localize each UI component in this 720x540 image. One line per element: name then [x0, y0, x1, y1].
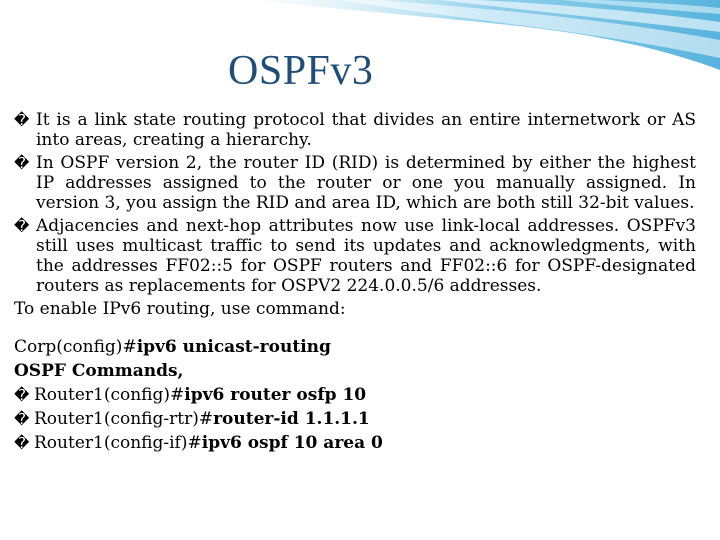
command-text: router-id 1.1.1.1	[213, 409, 370, 429]
command-item-2	[14, 409, 696, 429]
bullet-icon: �	[14, 111, 30, 129]
enable-ipv6-line: To enable IPv6 routing, use command:	[14, 299, 346, 319]
slide-body	[14, 110, 696, 457]
slide-title: OSPFv3	[228, 48, 374, 94]
command-text: ipv6 unicast-routing	[136, 337, 331, 357]
command-item-3	[14, 433, 696, 453]
paragraph-text: In OSPF version 2, the router ID (RID) is determined by either the highest IP addresses assigned to the router or one you manually assigned. In version 3, you assign the RID and area ID, which are both still 32-bit values.	[36, 153, 696, 213]
command-item-1	[14, 385, 696, 405]
ospf-commands-heading: OSPF Commands,	[14, 361, 184, 381]
bullet-paragraph-1	[14, 110, 696, 150]
bullet-icon: �	[14, 154, 30, 172]
command-prompt: Router1(config-rtr)#	[34, 409, 214, 429]
command-text: ipv6 ospf 10 area 0	[201, 433, 383, 453]
unicast-routing-command	[14, 337, 696, 357]
bullet-icon: �	[14, 434, 30, 452]
paragraph-text: It is a link state routing protocol that divides an entire internetwork or AS into areas, creating a hierarchy.	[36, 110, 696, 150]
command-text: ipv6 router osfp 10	[184, 385, 367, 405]
paragraph-text: Adjacencies and next-hop attributes now use link-local addresses. OSPFv3 still uses multicast traffic to send its updates and acknowledgments, with the addresses FF02::5 for OSPF routers and FF02::6 for OSPF-designated routers as replacements for OSPV2 224.0.0.5/6 addresses.	[36, 216, 696, 296]
command-prompt: Router1(config-if)#	[34, 433, 202, 453]
bullet-icon: �	[14, 217, 30, 235]
command-prompt: Corp(config)#	[14, 337, 137, 357]
bullet-paragraph-3	[14, 216, 696, 296]
bullet-icon: �	[14, 410, 30, 428]
command-prompt: Router1(config)#	[34, 385, 185, 405]
bullet-paragraph-2	[14, 153, 696, 213]
bullet-icon: �	[14, 386, 30, 404]
